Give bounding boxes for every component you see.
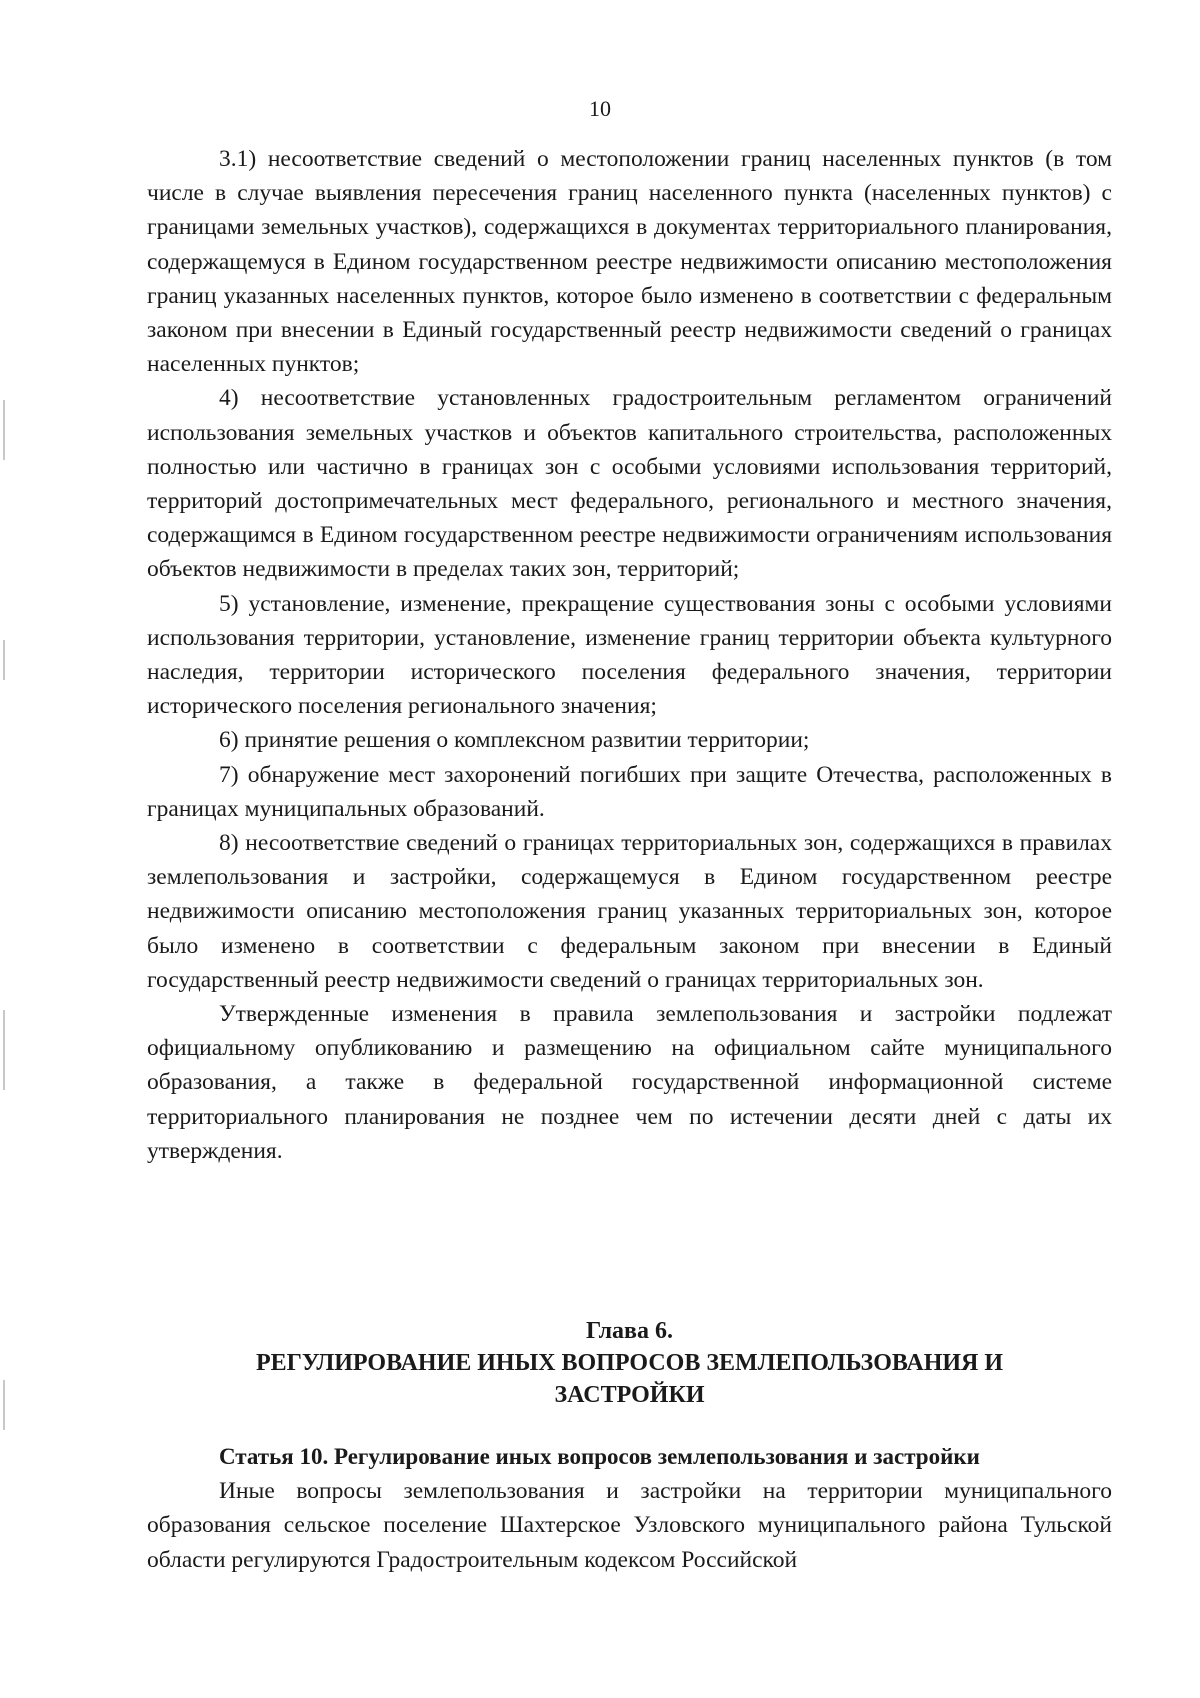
article-heading: Статья 10. Регулирование иных вопросов землепользования и застройки bbox=[219, 1444, 980, 1469]
body-text bbox=[147, 142, 1112, 1168]
chapter-title: РЕГУЛИРОВАНИЕ ИНЫХ ВОПРОСОВ ЗЕМЛЕПОЛЬЗОВАНИЯ И ЗАСТРОЙКИ bbox=[255, 1350, 1004, 1408]
paragraph-approved-changes: Утвержденные изменения в правила землепользования и застройки подлежат официальному опубликованию и размещению на официальном сайте муниципального образования, а также в федеральной государственной информационной системе территориального планирования не позднее чем по истечении десяти дней с даты их утверждения. bbox=[147, 1001, 1112, 1164]
paragraph-3-1: 3.1) несоответствие сведений о местоположении границ населенных пунктов (в том числе в случае выявления пересечения границ населенного пункта (населенных пунктов) с границами земельных участков), содержащихся в документах территориального планирования, содержащемуся в Едином государственном реестре недвижимости описанию местоположения границ указанных населенных пунктов, которое было изменено в соответствии с федеральным законом при внесении в Единый государственный реестр недвижимости сведений о границах населенных пунктов; bbox=[147, 146, 1112, 378]
article-text: Иные вопросы землепользования и застройки на территории муниципального образования сельское поселение Шахтерское Узловского муниципального района Тульской области регулируются Градостроительным кодексом Российской bbox=[147, 1478, 1112, 1573]
paragraph-5: 5) установление, изменение, прекращение существования зоны с особыми условиями использования территории, установление, изменение границ территории объекта культурного наследия, территории исторического поселения федерального значения, территории исторического поселения регионального значения; bbox=[147, 590, 1112, 720]
paragraph-7: 7) обнаружение мест захоронений погибших при защите Отечества, расположенных в границах муниципальных образований. bbox=[147, 761, 1112, 822]
scan-edge-mark bbox=[3, 1010, 5, 1090]
article-section bbox=[147, 1440, 1112, 1577]
paragraph-4: 4) несоответствие установленных градостроительным регламентом ограничений использования земельных участков и объектов капитального строительства, расположенных полностью или частично в границах зон с особыми условиями использования территорий, территорий достопримечательных мест федерального, регионального и местного значения, содержащимся в Едином государственном реестре недвижимости ограничениям использования объектов недвижимости в пределах таких зон, территорий; bbox=[147, 385, 1112, 583]
chapter-heading bbox=[147, 1315, 1112, 1411]
page-number: 10 bbox=[589, 96, 611, 121]
scan-edge-mark bbox=[3, 640, 5, 680]
paragraph-8: 8) несоответствие сведений о границах территориальных зон, содержащихся в правилах землепользования и застройки, содержащемуся в Едином государственном реестре недвижимости описанию местоположения границ указанных территориальных зон, которое было изменено в соответствии с федеральным законом при внесении в Единый государственный реестр недвижимости сведений о границах территориальных зон. bbox=[147, 830, 1112, 993]
scan-edge-mark bbox=[3, 400, 5, 460]
paragraph-6: 6) принятие решения о комплексном развитии территории; bbox=[219, 727, 810, 754]
scan-edge-mark bbox=[3, 1380, 5, 1430]
chapter-number: Глава 6. bbox=[586, 1318, 673, 1344]
